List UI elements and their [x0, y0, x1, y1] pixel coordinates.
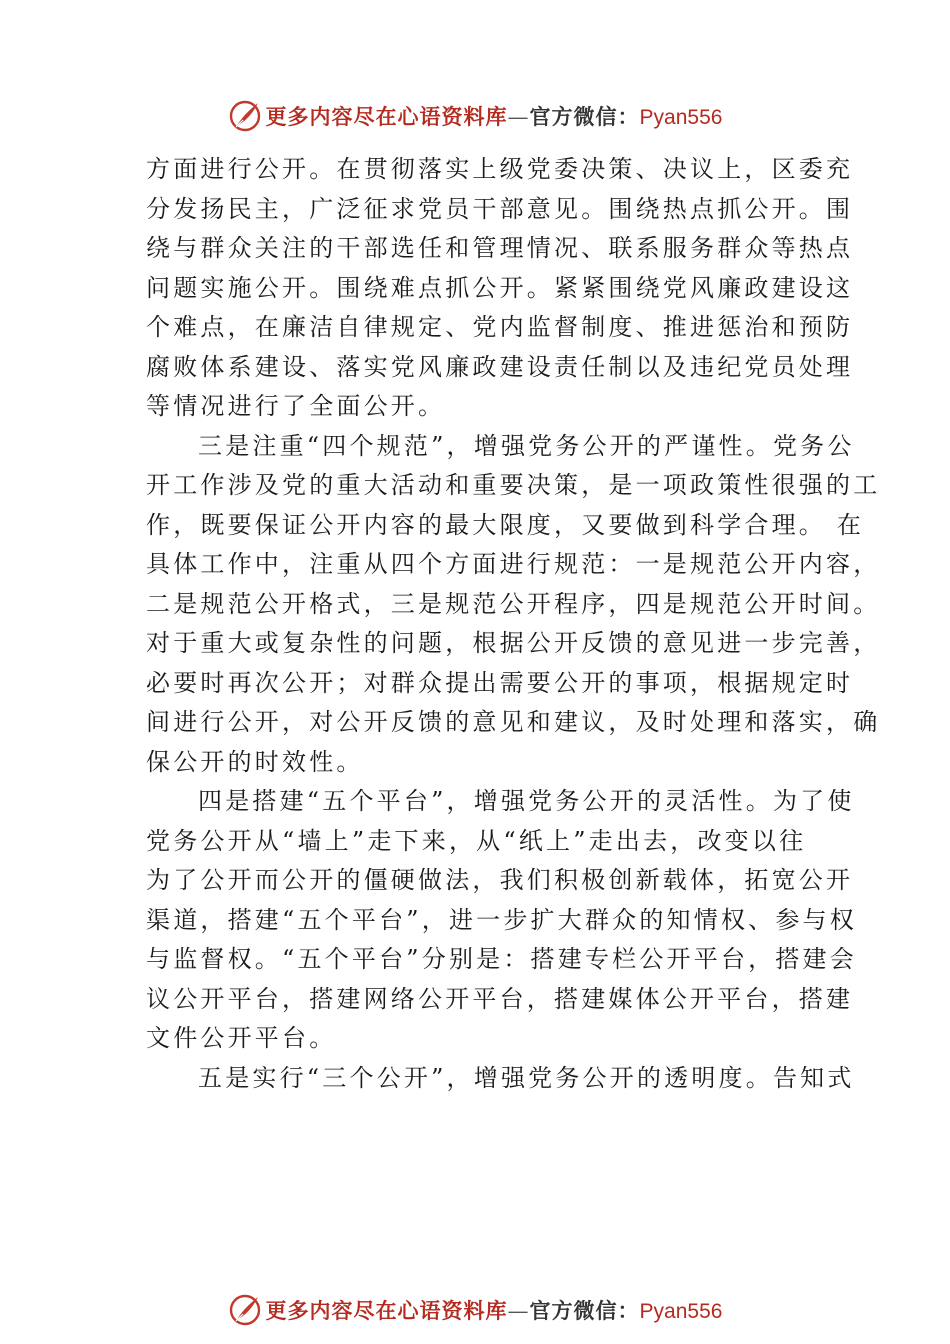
body-line: 问题实施公开。围绕难点抓公开。紧紧围绕党风廉政建设这 [146, 273, 854, 302]
header-banner [0, 96, 950, 136]
body-line: 间进行公开，对公开反馈的意见和建议，及时处理和落实，确 [146, 708, 881, 736]
paragraph-start-line: 四是搭建“五个平台”，增强党务公开的灵活性。为了使 [198, 787, 855, 815]
footer-banner [0, 1290, 950, 1330]
footer-text [266, 1295, 723, 1325]
body-line: 个难点，在廉洁自律规定、党内监督制度、推进惩治和预防 [146, 313, 854, 341]
header-separator: — [507, 105, 530, 129]
quill-logo-icon [228, 1293, 262, 1327]
body-line: 党务公开从“墙上”走下来，从“纸上”走出去，改变以往 [146, 826, 807, 855]
paragraph-start-line: 五是实行“三个公开”，增强党务公开的透明度。告知式 [198, 1063, 855, 1092]
header-text [266, 101, 723, 131]
body-line: 作，既要保证公开内容的最大限度，又要做到科学合理。 在 [146, 510, 865, 539]
body-line: 等情况进行了全面公开。 [146, 392, 446, 420]
header-label: 官方微信： [529, 104, 640, 129]
quill-logo-icon [228, 99, 262, 133]
header-title: 更多内容尽在心语资料库 [265, 104, 508, 129]
body-line: 方面进行公开。在贯彻落实上级党委决策、决议上，区委充 [146, 155, 854, 183]
body-line: 与监督权。“五个平台”分别是：搭建专栏公开平台，搭建会 [146, 945, 857, 973]
paragraph-start-line: 三是注重“四个规范”，增强党务公开的严谨性。党务公 [198, 431, 855, 460]
body-line: 腐败体系建设、落实党风廉政建设责任制以及违纪党员处理 [146, 352, 854, 381]
body-line: 二是规范公开格式，三是规范公开程序，四是规范公开时间。 [146, 589, 881, 618]
document-body [146, 150, 881, 1098]
body-line: 议公开平台，搭建网络公开平台，搭建媒体公开平台，搭建 [146, 984, 854, 1013]
footer-wechat-id: Pyan556 [639, 1300, 723, 1323]
body-line: 保公开的时效性。 [146, 747, 364, 776]
body-line: 具体工作中，注重从四个方面进行规范：一是规范公开内容， [146, 550, 881, 578]
body-line: 对于重大或复杂性的问题，根据公开反馈的意见进一步完善， [146, 629, 881, 657]
body-line: 分发扬民主，广泛征求党员干部意见。围绕热点抓公开。围 [146, 194, 854, 223]
body-line: 必要时再次公开；对群众提出需要公开的事项，根据规定时 [146, 668, 854, 697]
footer-title: 更多内容尽在心语资料库 [265, 1298, 508, 1323]
footer-label: 官方微信： [529, 1298, 640, 1323]
header-wechat-id: Pyan556 [639, 106, 723, 129]
body-line: 渠道，搭建“五个平台”，进一步扩大群众的知情权、参与权 [146, 905, 857, 934]
body-line: 为了公开而公开的僵硬做法，我们积极创新载体，拓宽公开 [146, 866, 854, 894]
body-line: 文件公开平台。 [146, 1024, 337, 1052]
body-line: 开工作涉及党的重大活动和重要决策，是一项政策性很强的工 [146, 471, 881, 499]
body-line: 绕与群众关注的干部选任和管理情况、联系服务群众等热点 [146, 234, 854, 262]
footer-separator: — [507, 1299, 530, 1323]
